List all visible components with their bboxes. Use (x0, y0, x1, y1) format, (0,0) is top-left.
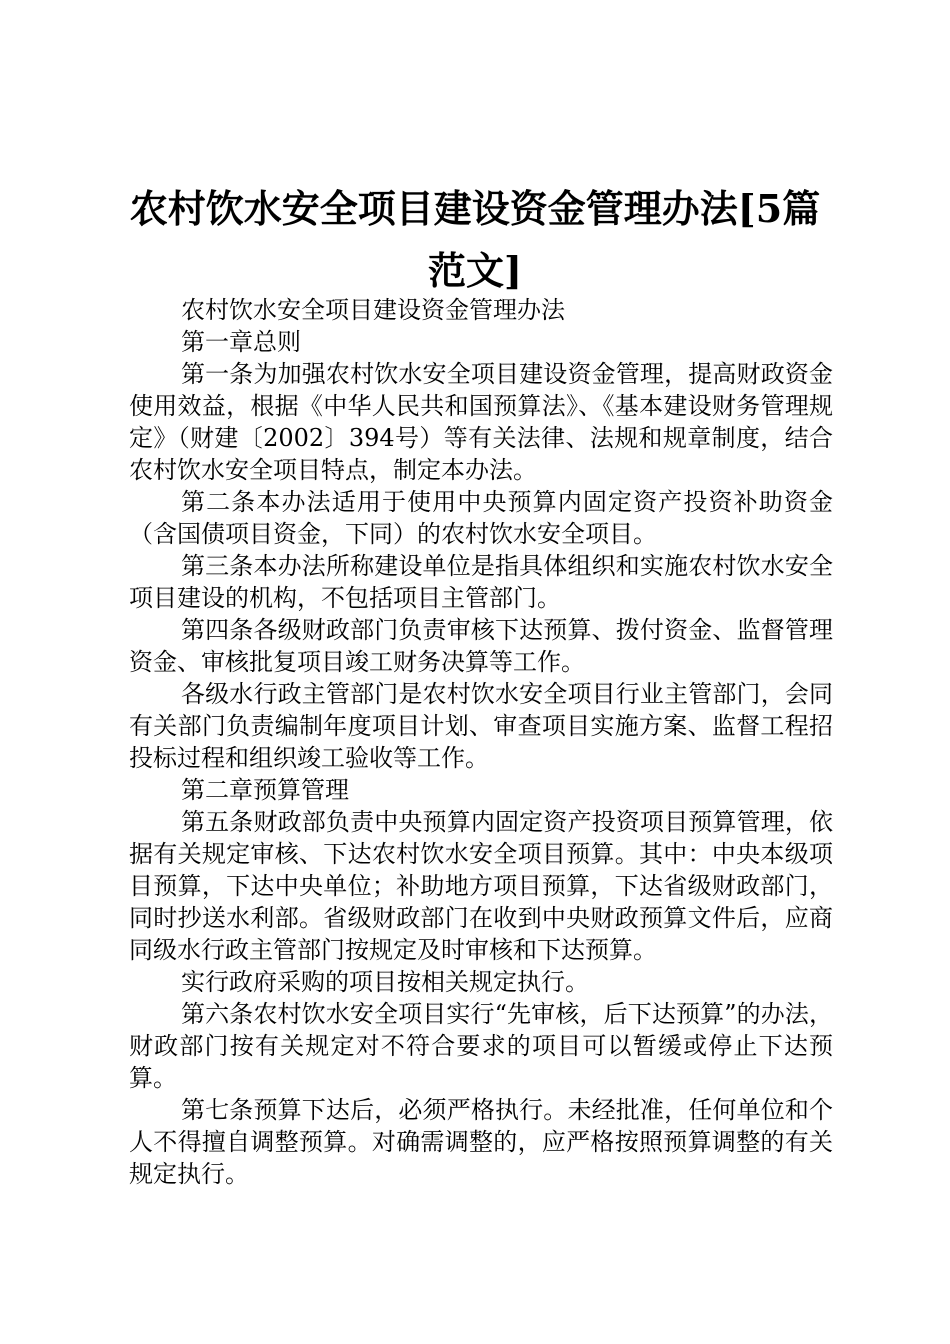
paragraph-article-2: 第二条本办法适用于使用中央预算内固定资产投资补助资金（含国债项目资金，下同）的农村饮水安全项目。 (129, 488, 833, 548)
paragraph-article-7: 第七条预算下达后，必须严格执行。未经批准，任何单位和个人不得擅自调整预算。对确需调整的，应严格按照预算调整的有关规定执行。 (129, 1096, 833, 1188)
paragraph-article-5: 第五条财政部负责中央预算内固定资产投资项目预算管理，依据有关规定审核、下达农村饮水安全项目预算。其中：中央本级项目预算，下达中央单位；补助地方项目预算，下达省级财政部门，同时抄送水利部。省级财政部门在收到中央财政预算文件后，应商同级水行政主管部门按规定及时审核和下达预算。 (129, 808, 833, 964)
paragraph-article-1: 第一条为加强农村饮水安全项目建设资金管理，提高财政资金使用效益，根据《中华人民共和国预算法》、《基本建设财务管理规定》（财建〔2002〕394号）等有关法律、法规和规章制度，结合农村饮水安全项目特点，制定本办法。 (129, 360, 833, 484)
paragraph-article-6: 第六条农村饮水安全项目实行“先审核，后下达预算”的办法，财政部门按有关规定对不符合要求的项目可以暂缓或停止下达预算。 (129, 1000, 833, 1092)
paragraph-chapter-2: 第二章预算管理 (181, 776, 349, 804)
paragraph-article-3: 第三条本办法所称建设单位是指具体组织和实施农村饮水安全项目建设的机构，不包括项目主管部门。 (129, 552, 833, 612)
document-title: 农村饮水安全项目建设资金管理办法[5篇范文] (129, 186, 821, 293)
paragraph-article-4: 第四条各级财政部门负责审核下达预算、拨付资金、监督管理资金、审核批复项目竣工财务决算等工作。 (129, 616, 833, 676)
paragraph-subtitle: 农村饮水安全项目建设资金管理办法 (181, 296, 565, 324)
paragraph-chapter-1: 第一章总则 (181, 328, 301, 356)
document-body (129, 294, 833, 1190)
paragraph-article-5-cont: 实行政府采购的项目按相关规定执行。 (181, 968, 589, 996)
paragraph-article-4-cont: 各级水行政主管部门是农村饮水安全项目行业主管部门，会同有关部门负责编制年度项目计划、审查项目实施方案、监督工程招投标过程和组织竣工验收等工作。 (129, 680, 833, 772)
